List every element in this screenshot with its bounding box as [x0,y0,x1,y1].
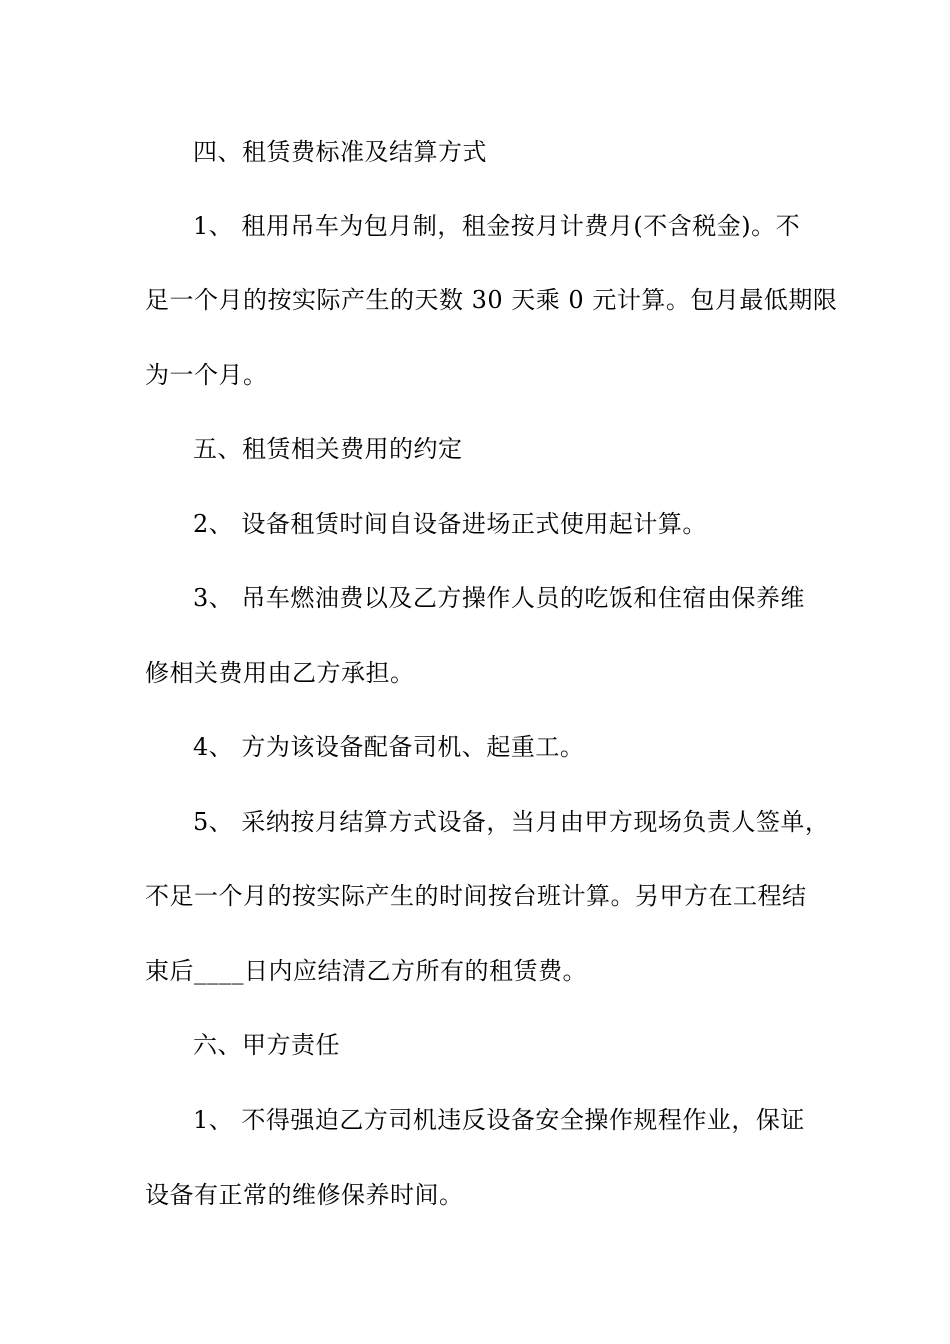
section-heading-4: 四、租赁费标准及结算方式 [193,138,487,166]
paragraph-line: 修相关费用由乙方承担。 [145,659,415,687]
paragraph-line: 设备有正常的维修保养时间。 [145,1181,464,1209]
paragraph-line: 不足一个月的按实际产生的时间按台班计算。另甲方在工程结 [145,882,807,910]
paragraph-line: 足一个月的按实际产生的天数 30 天乘 0 元计算。包月最低期限 [145,286,838,314]
paragraph-line: 束后____日内应结清乙方所有的租赁费。 [145,957,587,985]
paragraph-line: 4、 方为该设备配备司机、起重工。 [193,733,585,761]
paragraph-line: 1、 不得强迫乙方司机违反设备安全操作规程作业，保证 [193,1106,805,1134]
section-heading-5: 五、租赁相关费用的约定 [193,435,463,463]
paragraph-line: 2、 设备租赁时间自设备进场正式使用起计算。 [193,510,707,538]
paragraph-line: 5、 采纳按月结算方式设备，当月由甲方现场负责人签单， [193,808,830,836]
section-heading-6: 六、甲方责任 [193,1031,340,1059]
paragraph-line: 3、 吊车燃油费以及乙方操作人员的吃饭和住宿由保养维 [193,584,805,612]
paragraph-line: 1、 租用吊车为包月制，租金按月计费月(不含税金)。不 [193,212,801,240]
paragraph-line: 为一个月。 [145,361,268,389]
